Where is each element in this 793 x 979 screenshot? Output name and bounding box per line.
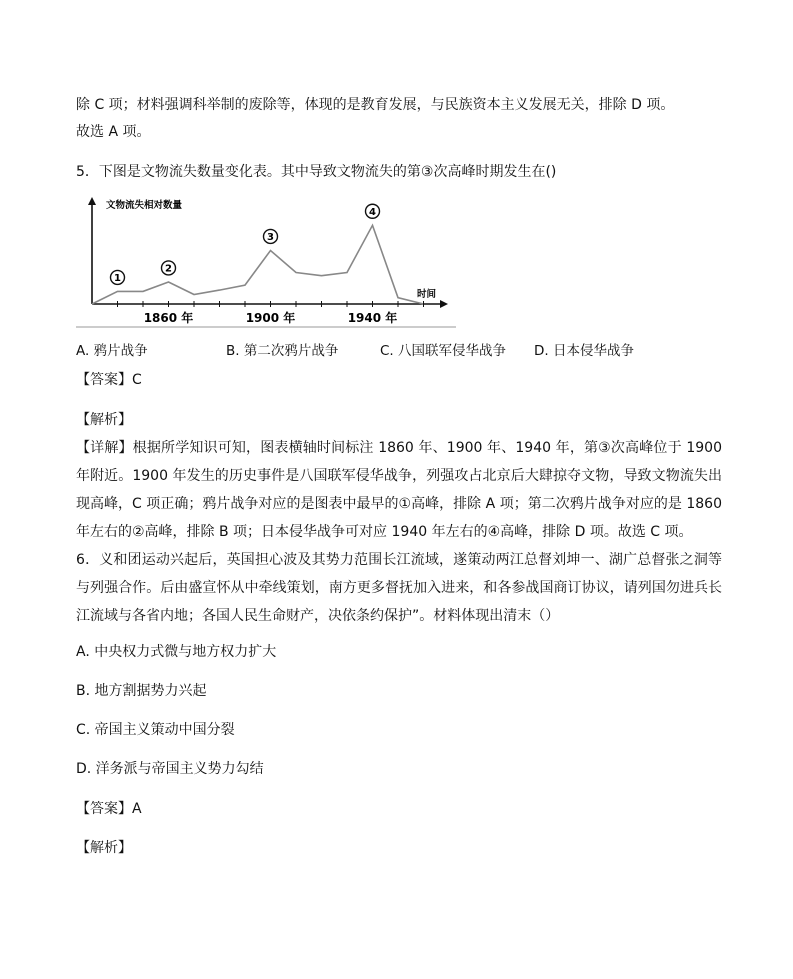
y-axis-arrow: [88, 197, 96, 205]
peak-label: 1: [114, 272, 121, 284]
option-a: A. 中央权力式微与地方权力扩大: [76, 644, 277, 660]
chart-ylabel: 文物流失相对数量: [106, 200, 183, 211]
x-tick-label: 1900 年: [245, 311, 296, 325]
answer-label: 【答案】C: [76, 372, 142, 388]
peak-label: 4: [369, 206, 376, 218]
series-line: [92, 225, 424, 304]
text-line: 除 C 项；材料强调科举制的废除等，体现的是教育发展，与民族资本主义发展无关，排除 D 项。: [76, 97, 675, 113]
analysis-title: 【解析】: [76, 412, 132, 428]
chart-axes: [76, 197, 456, 327]
x-tick-label: 1940 年: [347, 311, 398, 325]
x-axis-arrow: [440, 300, 448, 308]
chart-series: [92, 225, 424, 307]
option-b: B. 第二次鸦片战争: [226, 343, 339, 359]
option-a: A. 鸦片战争: [76, 343, 148, 359]
peak-marker: [111, 270, 125, 284]
chart-tick-labels: [144, 310, 398, 325]
chart-peak-labels: [111, 204, 380, 284]
answer-label: 【答案】A: [76, 801, 142, 817]
peak-marker: [264, 229, 278, 243]
question-5-stem: 5．下图是文物流失数量变化表。其中导致文物流失的第③次高峰时期发生在(): [76, 164, 557, 180]
peak-label: 2: [165, 263, 172, 275]
text-line: 故选 A 项。: [76, 124, 151, 140]
chart-svg: [76, 193, 456, 331]
peak-marker: [366, 204, 380, 218]
option-c: C. 帝国主义策动中国分裂: [76, 722, 235, 738]
option-c: C. 八国联军侵华战争: [380, 343, 507, 359]
option-d: D. 日本侵华战争: [534, 343, 634, 359]
analysis-text: 【详解】根据所学知识可知，图表横轴时间标注 1860 年、1900 年、1940 年，第③次高峰位于 1900 年附近。1900 年发生的历史事件是八国联军侵华战争，列强攻占北京后大肆掠夺文物，导致文物流失出现高峰，C 项正确；鸦片战争对应的是图表中最早的①高峰，排除 A 项；第二次鸦片战争对应的是 1860 年左右的②高峰，排除 B 项；日本侵华战争可对应 1940 年左右的④高峰，排除 D 项。故选 C 项。: [76, 440, 722, 540]
analysis-title: 【解析】: [76, 840, 132, 856]
peak-marker: [162, 261, 176, 275]
artifact-loss-chart: [76, 193, 456, 331]
peak-label: 3: [267, 231, 274, 243]
question-6-stem: 6．义和团运动兴起后，英国担心波及其势力范围长江流域，遂策动两江总督刘坤一、湖广总督张之洞等与列强合作。后由盛宣怀从中牵线策划，南方更多督抚加入进来，和各参战国商订协议，请列国勿进兵长江流域与各省内地；各国人民生命财产，决依条约保护”。材料体现出清末（）: [76, 552, 722, 624]
option-d: D. 洋务派与帝国主义势力勾结: [76, 761, 264, 777]
x-tick-label: 1860 年: [143, 311, 194, 325]
option-b: B. 地方割据势力兴起: [76, 683, 207, 699]
chart-xlabel: 时间: [417, 289, 437, 300]
